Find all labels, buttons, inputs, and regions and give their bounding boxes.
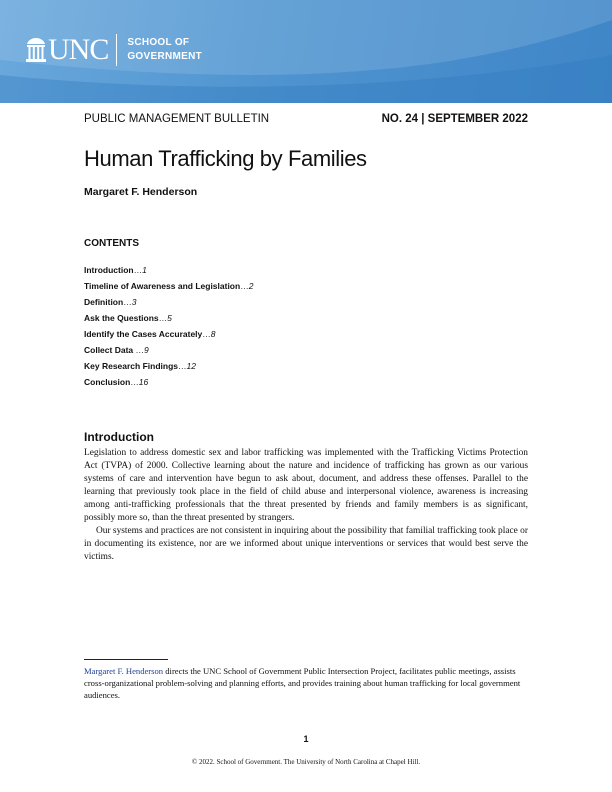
table-of-contents [84, 262, 253, 390]
toc-item-page: 2 [248, 281, 254, 291]
bulletin-info [84, 113, 528, 125]
unc-logo[interactable] [26, 34, 202, 66]
toc-item[interactable] [84, 358, 253, 374]
footnote-rule [84, 659, 168, 660]
org-name-line1: SCHOOL OF [127, 37, 190, 48]
toc-item-separator: … [133, 345, 144, 355]
toc-item-page: 5 [167, 313, 172, 323]
bulletin-series: PUBLIC MANAGEMENT BULLETIN [84, 113, 270, 125]
toc-item-label: Collect Data [84, 345, 134, 355]
introduction-paragraph-2: Our systems and practices are not consistent in inquiring about the possibility that familial trafficking took place or in documenting its existence, nor are we informed about unique interventions or services that would best serve the victims. [84, 526, 528, 562]
logo-wordmark: UNC [48, 33, 109, 66]
logo-divider [116, 34, 117, 66]
org-name [127, 36, 202, 64]
toc-item[interactable] [84, 374, 253, 390]
document-title: Human Trafficking by Families [84, 146, 367, 171]
toc-item-page: 8 [210, 329, 216, 339]
toc-item-label: Timeline of Awareness and Legislation [84, 281, 241, 291]
toc-item-label: Key Research Findings [84, 361, 179, 371]
toc-item-separator: … [202, 329, 211, 339]
org-name-line2: GOVERNMENT [127, 51, 203, 62]
toc-item-separator: … [158, 313, 168, 323]
footnote-text: directs the UNC School of Government Public Intersection Project, facilitates public meetings, assists cross-organizational problem-solving and planning efforts, and provides training about human trafficking for local government audiences. [84, 666, 521, 700]
bulletin-issue: NO. 24 | SEPTEMBER 2022 [381, 113, 528, 125]
toc-item-separator: … [178, 361, 187, 371]
toc-item-separator: … [123, 297, 132, 307]
toc-item-separator: … [133, 265, 143, 275]
introduction-body [84, 447, 528, 564]
toc-item-page: 3 [131, 297, 137, 307]
toc-item-label: Ask the Questions [84, 313, 159, 323]
introduction-heading: Introduction [84, 430, 154, 444]
toc-item[interactable] [84, 262, 253, 278]
toc-item-label: Conclusion [84, 377, 131, 387]
copyright-notice: © 2022. School of Government. The University of North Carolina at Chapel Hill. [191, 758, 421, 766]
toc-item[interactable] [84, 310, 253, 326]
contents-heading: CONTENTS [84, 238, 139, 249]
toc-item-page: 1 [142, 265, 147, 275]
toc-item-label: Introduction [84, 265, 134, 275]
toc-item-label: Identify the Cases Accurately [84, 329, 203, 339]
author-name: Margaret F. Henderson [84, 186, 198, 198]
author-link[interactable]: Margaret F. Henderson [84, 666, 164, 676]
toc-item-label: Definition [84, 297, 124, 307]
old-well-icon [26, 37, 46, 63]
toc-item-page: 9 [144, 345, 149, 355]
author-footnote [84, 665, 534, 701]
toc-item-separator: … [240, 281, 249, 291]
toc-item-page: 12 [186, 361, 196, 371]
toc-item[interactable] [84, 342, 253, 358]
toc-item-separator: … [130, 377, 139, 387]
toc-item-page: 16 [138, 377, 149, 387]
toc-item[interactable] [84, 278, 253, 294]
toc-item[interactable] [84, 294, 253, 310]
header-banner [0, 0, 612, 103]
page-number: 1 [303, 734, 309, 744]
introduction-paragraph-1: Legislation to address domestic sex and labor trafficking was implemented with the Trafficking Victims Protection Act (TVPA) of 2000. Collective learning about the nature and incidence of trafficking has grown as our various systems of care and intervention have begun to ask about, document, and address these offenses. Parallel to the learning that previously took place in the field of child abuse and interpersonal violence, awareness is increasing among anti-trafficking professionals that the threat presented by friends and family members is as significant, possibly more so, than the threat presented by strangers. [84, 448, 528, 523]
toc-item[interactable] [84, 326, 253, 342]
